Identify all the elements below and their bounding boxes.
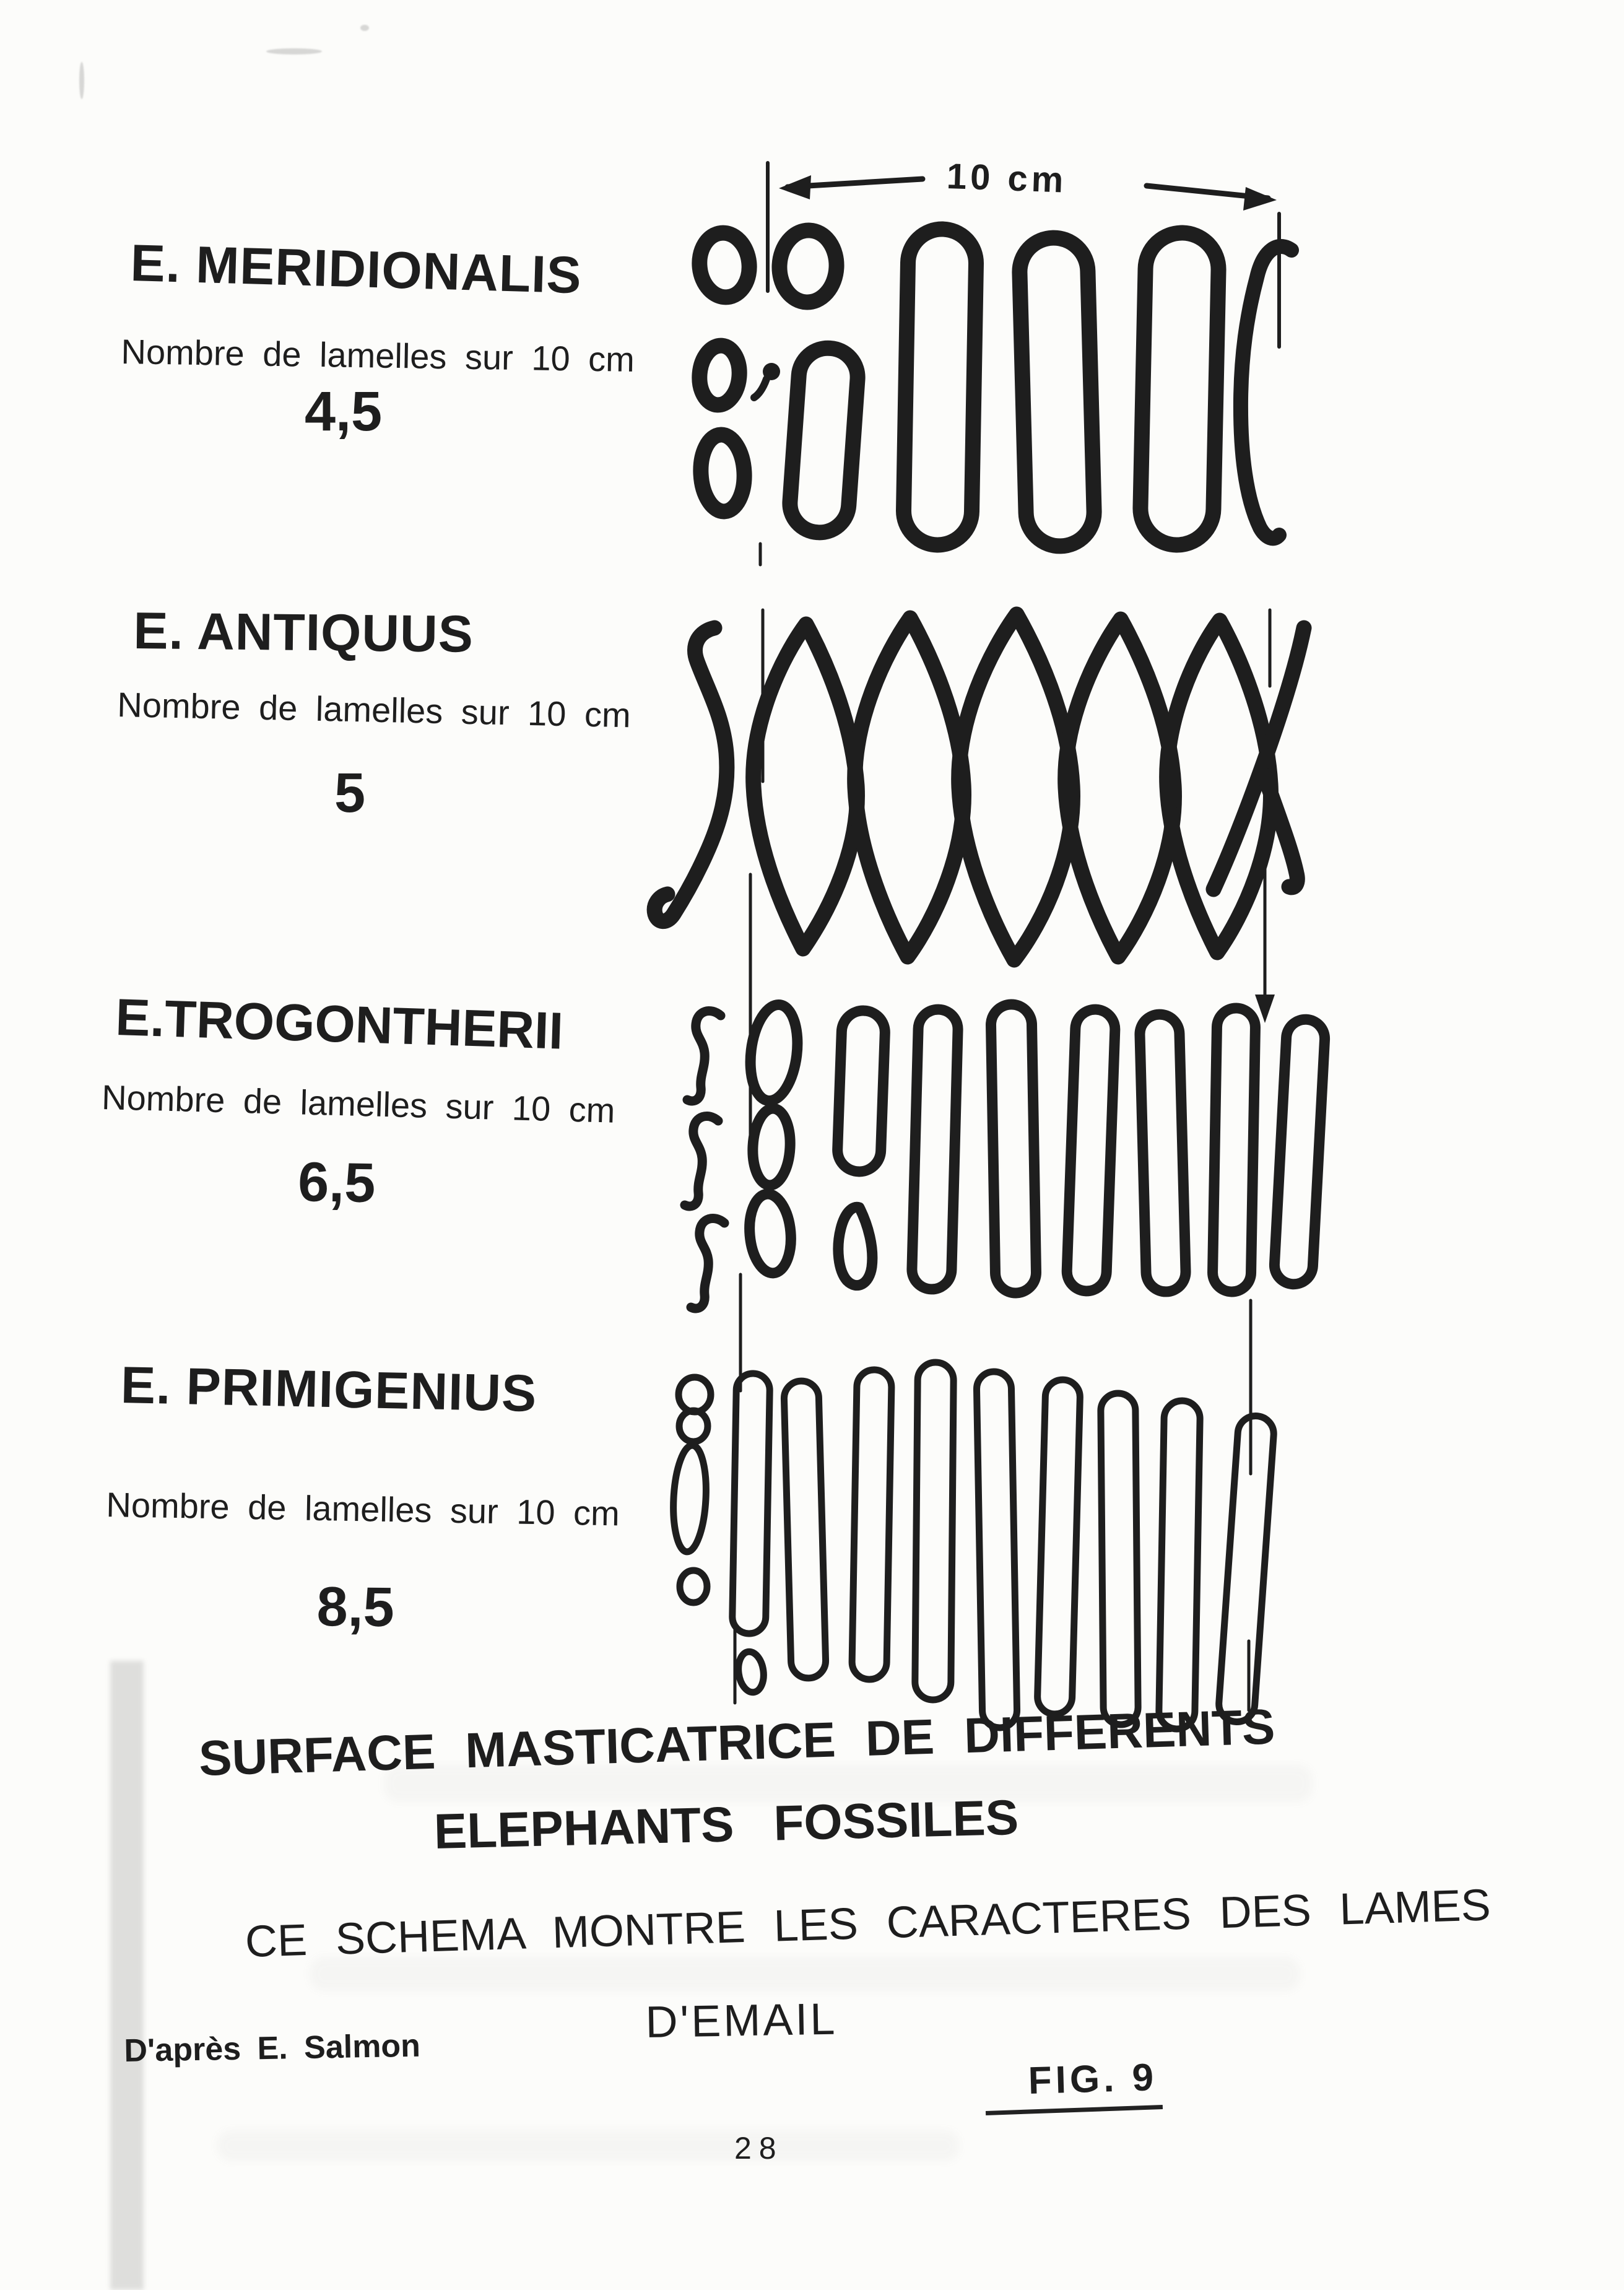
figure-credit: D'après E. Salmon bbox=[123, 2027, 421, 2069]
figure-number-label: FIG. 9 bbox=[1027, 2056, 1158, 2102]
species-name-antiquus: E. ANTIQUUS bbox=[133, 601, 474, 663]
lamellae-count-value: 4,5 bbox=[305, 381, 383, 443]
species-name-primigenius: E. PRIMIGENIUS bbox=[120, 1356, 538, 1423]
figure-subcaption-line1: CE SCHEMA MONTRE LES CARACTERES DES LAMES bbox=[244, 1880, 1492, 1967]
primigenius-drawing bbox=[671, 1362, 1275, 1730]
lamellae-count-value: 6,5 bbox=[297, 1151, 376, 1215]
lamellae-count-value: 8,5 bbox=[316, 1576, 395, 1639]
lamellae-count-label: Nombre de lamelles sur 10 cm bbox=[121, 332, 635, 380]
lamellae-count-label: Nombre de lamelles sur 10 cm bbox=[101, 1078, 616, 1130]
lamellae-count-value: 5 bbox=[334, 762, 366, 824]
page-number: 28 bbox=[734, 2131, 784, 2166]
lamellae-count-label: Nombre de lamelles sur 10 cm bbox=[105, 1485, 620, 1533]
reference-lines bbox=[735, 544, 1275, 1710]
figure-subcaption-line2: D'EMAIL bbox=[645, 1994, 838, 2047]
scale-label: 10 cm bbox=[945, 156, 1068, 201]
figure-caption-line1: SURFACE MASTICATRICE DE DIFFERENTS bbox=[198, 1699, 1276, 1786]
meridionalis-drawing bbox=[697, 229, 1292, 547]
figure-caption-line2: ELEPHANTS FOSSILES bbox=[433, 1789, 1020, 1859]
species-name-trogontherii: E.TROGONTHERII bbox=[115, 988, 565, 1060]
lamellae-count-label: Nombre de lamelles sur 10 cm bbox=[116, 685, 632, 735]
species-name-meridionalis: E. MERIDIONALIS bbox=[129, 233, 583, 305]
trogontherii-drawing bbox=[685, 1002, 1326, 1308]
